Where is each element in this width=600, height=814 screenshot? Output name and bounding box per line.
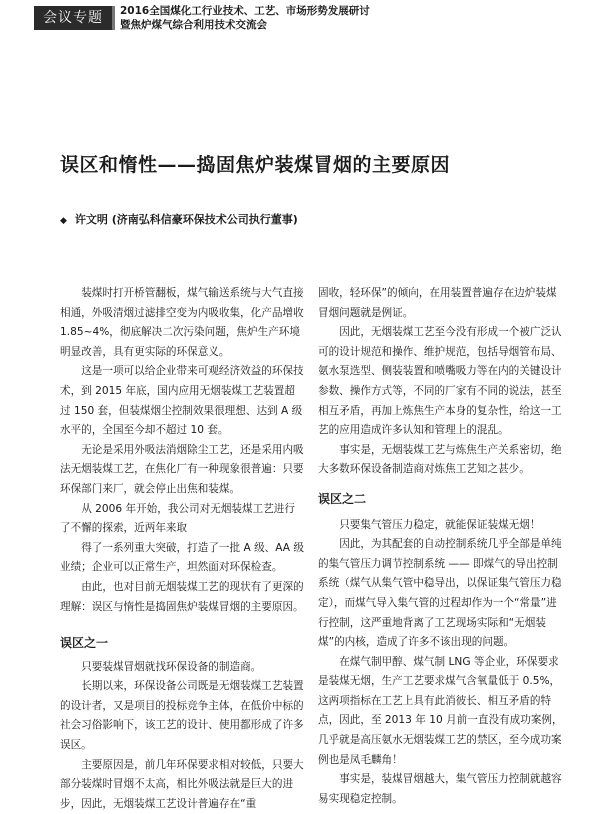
diamond-bullet-icon: ◆ [60, 216, 67, 226]
paragraph: 装煤时打开桥管翻板，煤气输送系统与大气直接相通，外吸清烟过滤排空变为内吸收集，化产品增收 1.85~4%，彻底解决二次污染问题，焦炉生产环境明显改善，具有更实际的环保意义。 [60, 287, 304, 358]
paragraph: 得了一系列重大突破，打造了一批 A 级、AA 级业绩；企业可以正常生产，坦然面对环保检查。 [60, 541, 305, 574]
paragraph: 因此，为其配套的自动控制系统几乎全部是单纯的集气管压力调节控制系统 —— 即煤气的导出控制系统（煤气从集气管中稳导出，以保证集气管压力稳定），而煤气导入集气管的过程却作为一个“常量”进行控制，这严重地背离了工艺现场实际和“无烟装煤”的内核，造成了许多不该出现的问题。 [318, 538, 562, 649]
author-name: 许文明 [74, 213, 108, 226]
article-title: 误区和惰性——捣固焦炉装煤冒烟的主要原因 [60, 154, 451, 176]
paragraph: 主要原因是，前几年环保要求相对较低，只要大部分装煤时冒烟不太高，相比外吸法就是巨大的进步，因此，无烟装煤工艺设计普遍存在“重 [60, 758, 304, 810]
paragraph: 无论是采用外吸法消烟除尘工艺，还是采用内吸法无烟装煤工艺，在焦化厂有一种现象很普遍：只要环保部门来厂，就会停止出焦和装煤。 [60, 443, 304, 495]
author-affiliation: (济南弘科信豪环保技术公司执行董事) [111, 213, 298, 226]
paragraph: 由此，也对目前无烟装煤工艺的现状有了更深的理解：误区与惰性是捣固焦炉装煤冒烟的主要原因。 [60, 580, 304, 613]
paragraph: 在煤气制甲醇、煤气制 LNG 等企业，环保要求是装煤无烟，生产工艺要求煤气含氧量低于 0.5%，这两项指标在工艺上具有此消彼长、相互矛盾的特点，因此，至 2013 年 10 月前一直没有成功案例，几乎就是高压氨水无烟装煤工艺的禁区，至今成功案例也是凤毛麟角！ [318, 655, 563, 766]
section-tag: 会议专题 [34, 6, 112, 30]
section-heading: 误区之一 [60, 636, 109, 651]
conference-title-line2: 暨焦炉煤气综合利用技术交流会 [120, 19, 267, 31]
author-line [60, 211, 298, 227]
paragraph: 固收，轻环保”的倾向，在用装置普遍存在边炉装煤冒烟问题就是例证。 [318, 287, 557, 319]
tag-divider [112, 6, 115, 30]
left-column [60, 284, 305, 814]
conference-title-line1: 2016全国煤化工行业技术、工艺、市场形势发展研讨 [120, 5, 370, 17]
paragraph: 只要集气管压力稳定，就能保证装煤无烟！ [339, 518, 541, 531]
paragraph: 事实是，无烟装煤工艺与炼焦生产关系密切，绝大多数环保设备制造商对炼焦工艺知之甚少。 [318, 443, 562, 476]
paragraph: 从 2006 年开始，我公司对无烟装煤工艺进行了不懈的探索，近两年来取 [60, 502, 295, 535]
paragraph: 这是一项可以给企业带来可观经济效益的环保技术，到 2015 年底，国内应用无烟装煤工艺装置超过 150 套，但装煤烟尘控制效果很理想、达到 A 级水平的，全国至今却不超过 10 套。 [60, 365, 304, 437]
paragraph: 因此，无烟装煤工艺至今没有形成一个被广泛认可的设计规范和操作、维护规范，包括导烟管布局、氨水泵选型、侧装装置和喷嘴吸力等在内的关键设计参数、操作方式等，不同的厂家有不同的说法，甚至相互矛盾，再加上炼焦生产本身的复杂性，给这一工艺的应用造成许多认知和管理上的混乱。 [318, 326, 562, 437]
right-column [318, 284, 563, 809]
page-header [0, 0, 600, 40]
paragraph: 只要装煤冒烟就找环保设备的制造商。 [81, 660, 262, 673]
paragraph: 长期以来，环保设备公司既是无烟装煤工艺装置的设计者，又是项目的投标竞争主体，在低价中标的社会习俗影响下，该工艺的设计、使用都形成了许多误区。 [60, 680, 304, 752]
section-heading: 误区之二 [318, 491, 367, 506]
paragraph: 事实是，装煤冒烟越大，集气管压力控制就越容易实现稳定控制。 [318, 773, 562, 805]
